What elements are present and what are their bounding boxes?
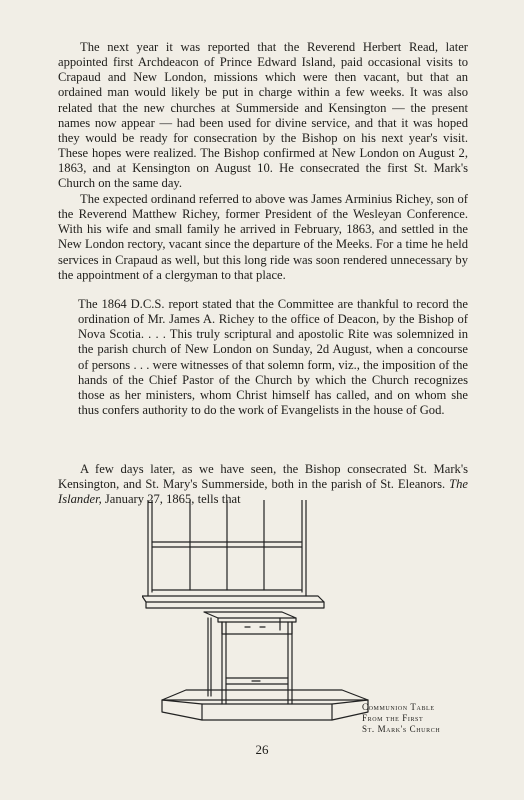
caption-line-2: From the First	[362, 713, 424, 724]
platform-drawing	[162, 690, 368, 720]
page-number: 26	[255, 742, 269, 757]
newspaper-title: The Islander,	[58, 477, 468, 507]
caption-line-3: St. Mark's Church	[362, 724, 441, 735]
paragraph-consecration-tail: January 27, 1865, tells that	[101, 492, 241, 507]
communion-table-illustration	[142, 500, 392, 740]
paragraph-consecration-text: A few days later, as we have seen, the Bishop consecrated St. Mark's Kensington, and St. Mary's Summerside, both in the parish of St. Eleanors.	[58, 462, 468, 492]
window-drawing	[142, 500, 324, 608]
paragraph-herbert-read: The next year it was reported that the Reverend Herbert Read, later appointed first Archdeacon of Prince Edward Island, paid occasional visits to Crapaud and New London, missions which were then vacant, but that an ordained man would likely be put in charge within a few weeks. It was also related that the new churches at Summerside and Kensington — the present names now appear — had been used for divine service, and that it was hoped they would be ready for consecration by the Bishop on his next year's visit. These hopes were realized. The Bishop confirmed at New London on August 2, 1863, and at Kensington on August 10. He consecrated the first St. Mark's Church on the same day.	[58, 40, 468, 191]
caption-line-1: Communion Table	[362, 702, 435, 712]
paragraph-james-richey: The expected ordinand referred to above was James Arminius Richey, son of the Reverend Matthew Richey, former President of the Wesleyan Conference. With his wife and small family he arrived in February, 1863, and settled in the New London rectory, vacant since the departure of the Meeks. For a time he held services in Crapaud as well, but this long ride was soon rendered unnecessary by the appointment of a clergyman to that place.	[58, 192, 468, 282]
block-quote-dcs-report: The 1864 D.C.S. report stated that the Committee are thankful to record the ordination of Mr. James A. Richey to the office of Deacon, by the Bishop of Nova Scotia. . . . This truly scriptural and apostolic Rite was solemnized in the parish church of New London on Sunday, 2d August, when a concourse of persons . . . were witnesses of that solemn form, viz., the imposition of the hands of the Chief Pastor of the Church by which the Church recognizes those as her ministers, whom Christ himself has called, and on whom she thus confers authority to do the work of Evangelists in the house of God.	[78, 297, 468, 418]
figure-caption	[362, 702, 472, 736]
